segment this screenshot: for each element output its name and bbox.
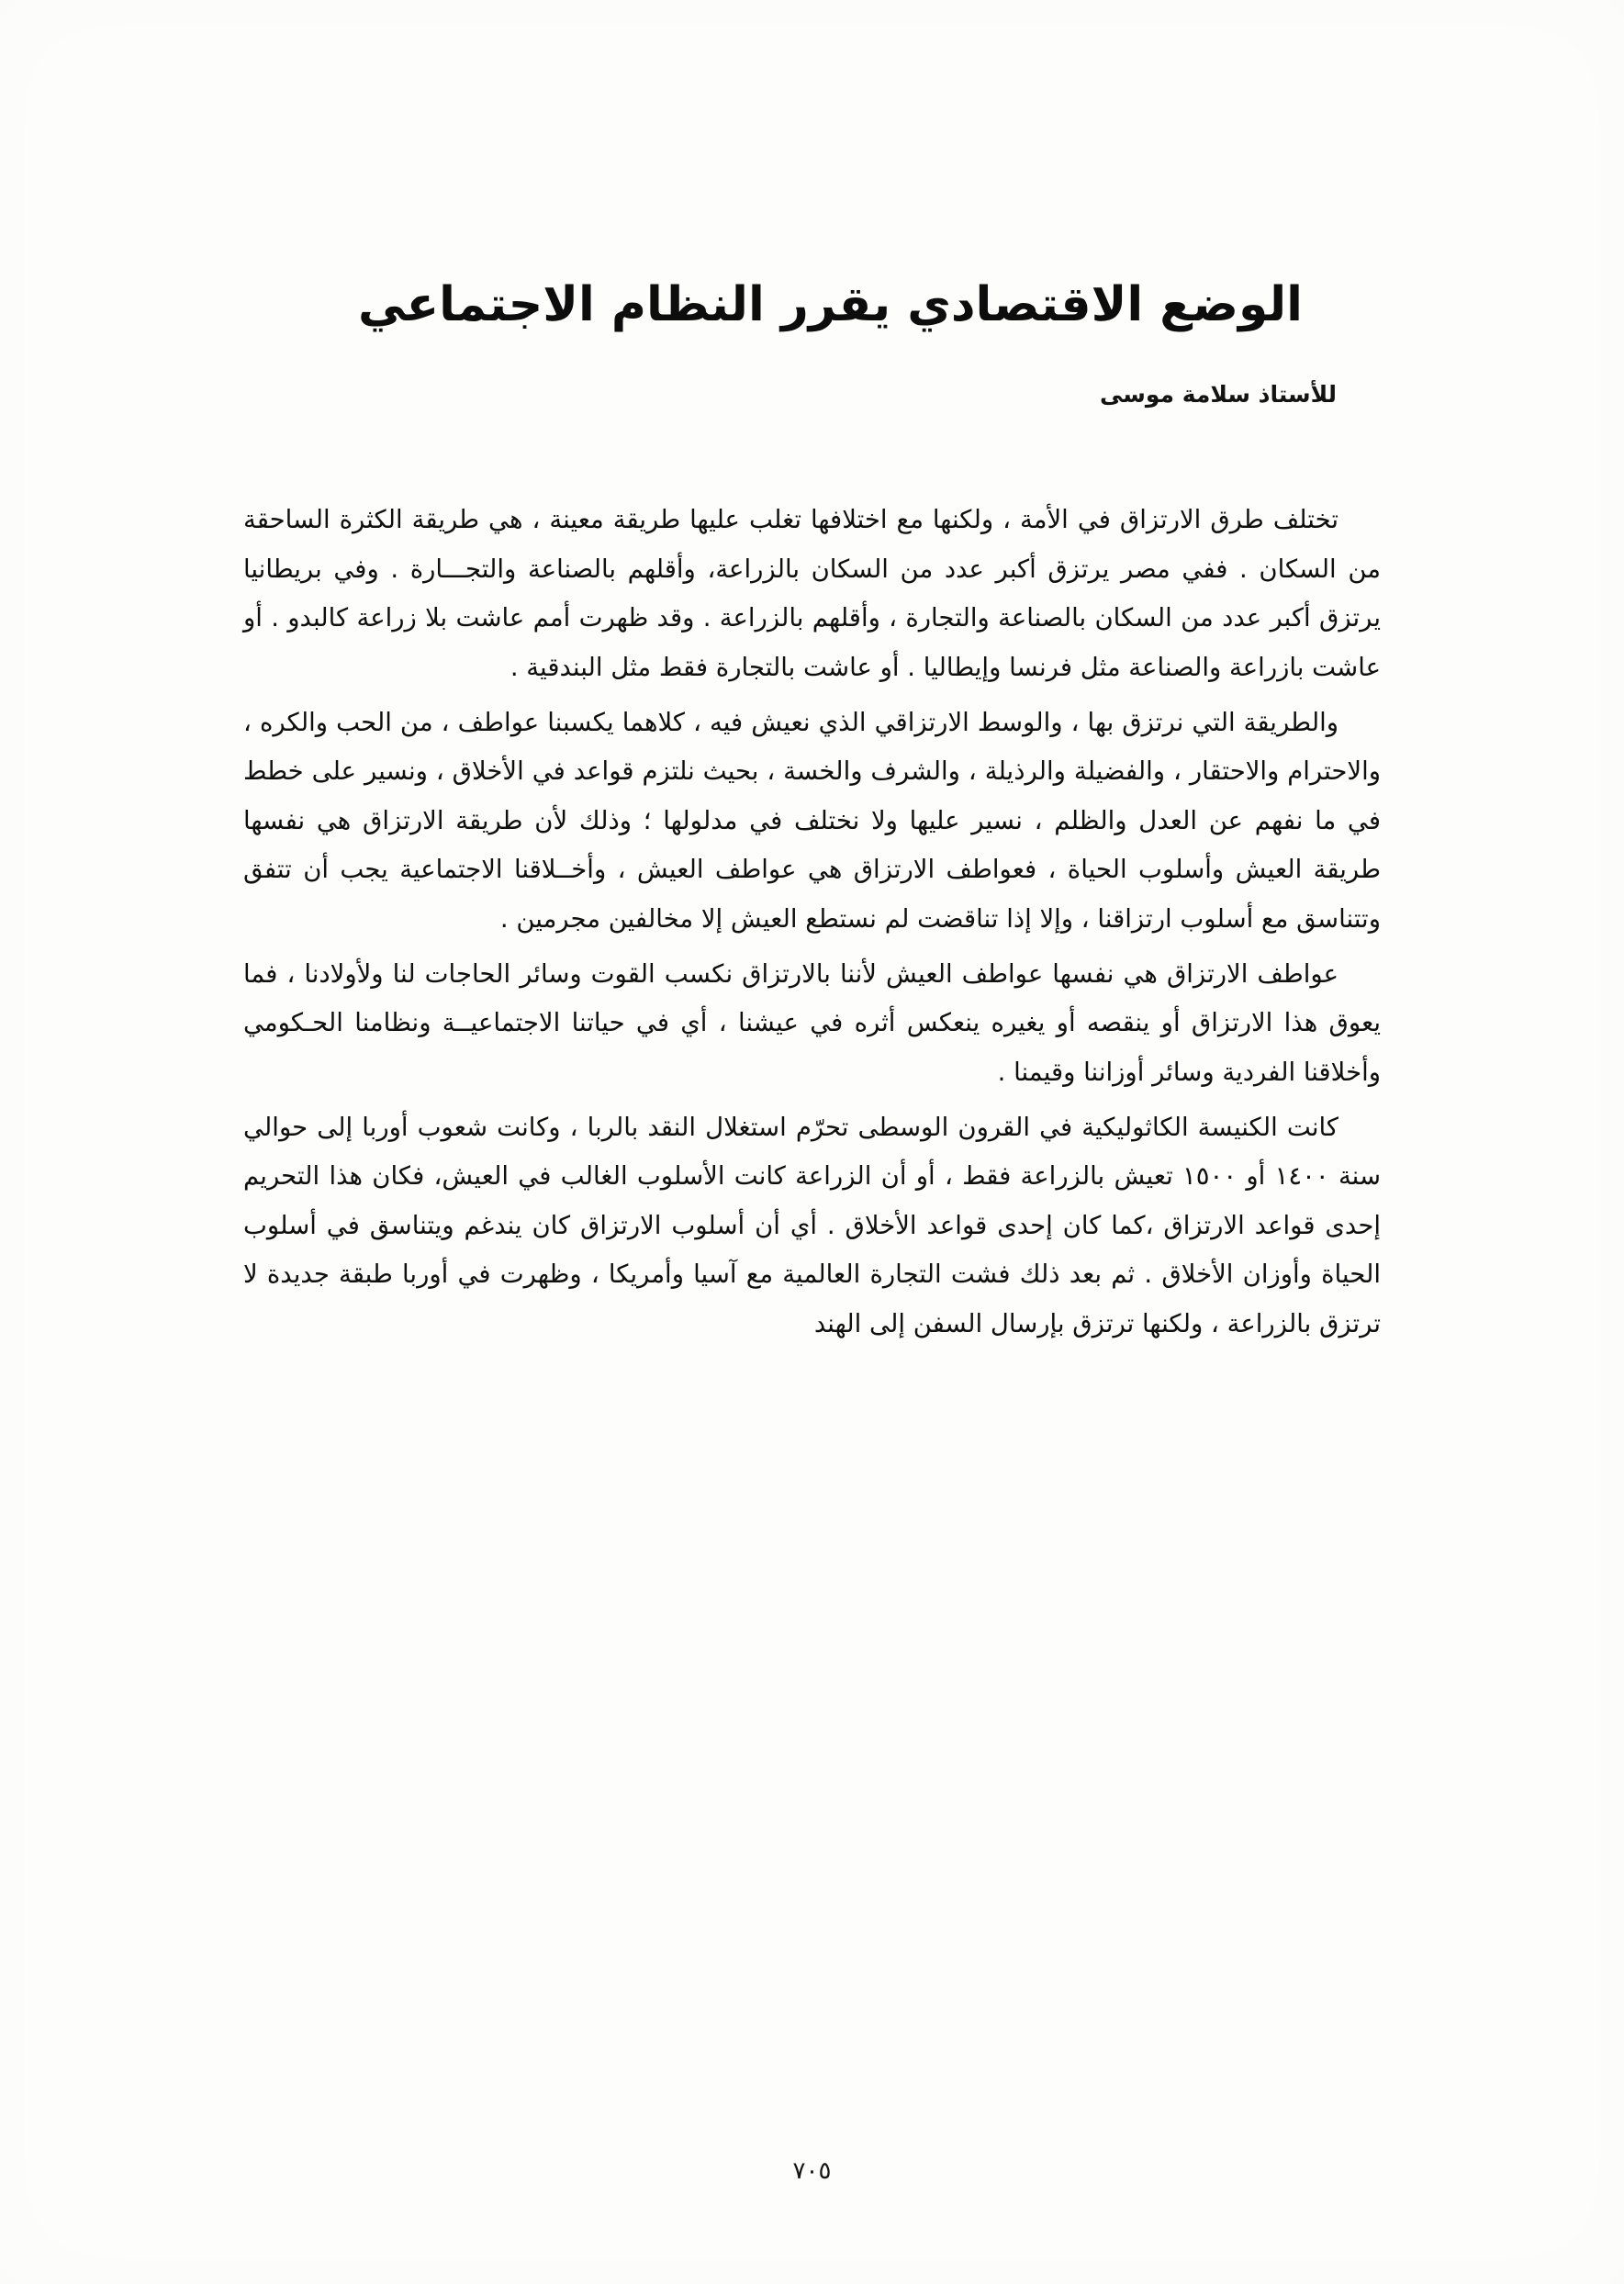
paragraph-2: والطريقة التي نرتزق بها ، والوسط الارتزاقي الذي نعيش فيه ، كلاهما يكسبنا عواطف ، من الحب والكره ، والاحترام والاحتقار ، والفضيلة والرذيلة ، والشرف والخسة ، بحيث نلتزم قواعد في الأخلاق ، ونسير على خطط في ما نفهم عن العدل والظلم ، نسير عليها ولا نختلف في مدلولها ؛ وذلك لأن طريقة الارتزاق هي نفسها طريقة العيش وأسلوب الحياة ، فعواطف الارتزاق هي عواطف العيش ، وأخــلاقنا الاجتماعية يجب أن تتفق وتتناسق مع أسلوب ارتزاقنا ، وإلا إذا تناقضت لم نستطع العيش إلا مخالفين مجرمين .: [243, 707, 1381, 934]
paragraph-3: عواطف الارتزاق هي نفسها عواطف العيش لأننا بالارتزاق نكسب القوت وسائر الحاجات لنا ولأولادنا ، فما يعوق هذا الارتزاق أو ينقصه أو يغيره ينعكس أثره في عيشنا ، أي في حياتنا الاجتماعيــة ونظامنا الحـكومي وأخلاقنا الفردية وسائر أوزاننا وقيمنا .: [243, 958, 1381, 1087]
page-content: [243, 275, 1381, 1355]
page-title: الوضع الاقتصادي يقرر النظام الاجتماعي: [358, 277, 1303, 332]
paragraph-4: كانت الكنيسة الكاثوليكية في القرون الوسطى تحرّم استغلال النقد بالربا ، وكانت شعوب أوربا إلى حوالي سنة ١٤٠٠ أو ١٥٠٠ تعيش بالزراعة فقط ، أو أن الزراعة كانت الأسلوب الغالب في العيش، فكان هذا التحريم إحدى قواعد الارتزاق ،كما كان إحدى قواعد الأخلاق . أي أن أسلوب الارتزاق كان يندغم ويتناسق في أسلوب الحياة وأوزان الأخلاق . ثم بعد ذلك فشت التجارة العالمية مع آسيا وأمريكا ، وظهرت في أوربا طبقة جديدة لا ترتزق بالزراعة ، ولكنها ترتزق بإرسال السفن إلى الهند: [243, 1112, 1382, 1338]
article-body: [243, 496, 1381, 1349]
page-number: ٧٠٥: [792, 2157, 832, 2185]
byline: للأستاذ سلامة موسى: [1099, 381, 1337, 408]
paragraph-1: تختلف طرق الارتزاق في الأمة ، ولكنها مع اختلافها تغلب عليها طريقة معينة ، هي طريقة الكثرة الساحقة من السكان . ففي مصر يرتزق أكبر عدد من السكان بالزراعة، وأقلهم بالصناعة والتجـــارة . وفي بريطانيا يرتزق أكبر عدد من السكان بالصناعة والتجارة ، وأقلهم بالزراعة . وقد ظهرت أمم عاشت بلا زراعة كالبدو . أو عاشت بازراعة والصناعة مثل فرنسا وإيطاليا . أو عاشت بالتجارة فقط مثل البندقية .: [243, 505, 1381, 682]
